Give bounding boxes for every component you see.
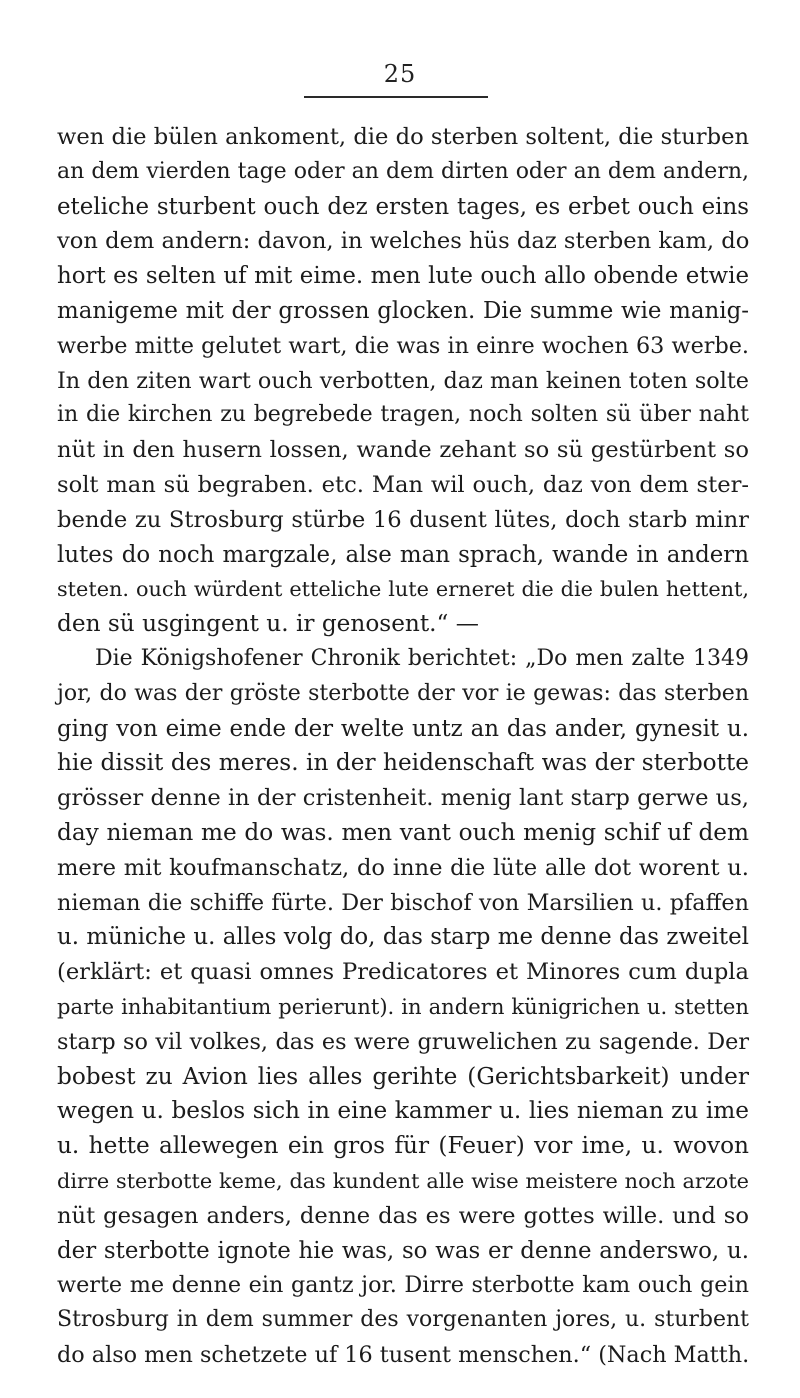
- text-line: day nieman me do was. men vant ouch menig schif uf dem: [57, 818, 749, 846]
- text-line: starp so vil volkes, das es were gruwelichen zu sagende. Der: [57, 1028, 749, 1055]
- text-line: wegen u. beslos sich in eine kammer u. lies nieman zu ime: [57, 1097, 749, 1125]
- text-line: hort es selten uf mit eime. men lute ouch allo obende etwie: [57, 263, 749, 290]
- text-line: u. hette allewegen ein gros für (Feuer) vor ime, u. wovon: [57, 1132, 749, 1160]
- text-line: dirre sterbotte keme, das kundent alle wise meistere noch arzote: [57, 1168, 749, 1193]
- text-line: den sü usgingent u. ir genosent.“ —: [57, 610, 479, 638]
- text-line: parte inhabitantium perierunt). in andern künigrichen u. stetten: [57, 993, 749, 1019]
- text-line: der sterbotte ignote hie was, so was er denne anderswo, u.: [57, 1237, 749, 1264]
- text-line: (erklärt: et quasi omnes Predicatores et Minores cum dupla: [57, 959, 749, 986]
- text-line: in die kirchen zu begrebede tragen, noch solten sü über naht: [57, 402, 749, 428]
- text-line: nüt gesagen anders, denne das es were gottes wille. und so: [57, 1202, 749, 1229]
- text-line: an dem vierden tage oder an dem dirten oder an dem andern,: [57, 158, 749, 184]
- text-line: Die Königshofener Chronik berichtet: „Do men zalte 1349: [95, 645, 749, 671]
- text-line: bende zu Strosburg stürbe 16 dusent lütes, doch starb minr: [57, 506, 749, 533]
- body-text: [57, 120, 749, 1373]
- text-line: nüt in den husern lossen, wande zehant so sü gestürbent so: [57, 437, 749, 464]
- page-number: 25: [383, 60, 417, 88]
- text-line: jor, do was der gröste sterbotte der vor ie gewas: das sterben: [57, 680, 749, 706]
- text-line: Strosburg in dem summer des vorgenanten jores, u. sturbent: [57, 1307, 749, 1333]
- text-line: werbe mitte gelutet wart, die was in einre wochen 63 werbe.: [57, 332, 749, 359]
- text-line: steten. ouch würdent etteliche lute erneret die die bulen hettent,: [57, 577, 749, 602]
- text-line: do also men schetzete uf 16 tusent menschen.“ (Nach Matth.: [57, 1341, 750, 1368]
- text-line: manigeme mit der grossen glocken. Die summe wie manig-: [57, 297, 749, 324]
- text-line: ging von eime ende der welte untz an das ander, gynesit u.: [57, 715, 749, 742]
- text-line: mere mit koufmanschatz, do inne die lüte alle dot worent u.: [57, 854, 749, 881]
- text-line: u. müniche u. alles volg do, das starp me denne das zweitel: [57, 924, 749, 951]
- text-line: In den ziten wart ouch verbotten, daz man keinen toten solte: [57, 367, 749, 394]
- text-line: hie dissit des meres. in der heidenschaft was der sterbotte: [57, 749, 749, 777]
- text-line: bobest zu Avion lies alles gerihte (Gerichtsbarkeit) under: [57, 1062, 749, 1090]
- text-line: werte me denne ein gantz jor. Dirre sterbotte kam ouch gein: [57, 1272, 749, 1299]
- text-line: von dem andern: davon, in welches hüs daz sterben kam, do: [57, 228, 750, 255]
- text-line: nieman die schiffe fürte. Der bischof von Marsilien u. pfaffen: [57, 889, 749, 916]
- header-rule: [304, 96, 488, 98]
- text-line: solt man sü begraben. etc. Man wil ouch, daz von dem ster-: [57, 471, 749, 498]
- text-line: grösser denne in der cristenheit. menig lant starp gerwe us,: [57, 785, 749, 812]
- text-line: lutes do noch margzale, alse man sprach, wande in andern: [57, 541, 749, 568]
- text-line: eteliche sturbent ouch dez ersten tages, es erbet ouch eins: [57, 193, 749, 220]
- text-line: wen die bülen ankoment, die do sterben soltent, die sturben: [57, 124, 749, 150]
